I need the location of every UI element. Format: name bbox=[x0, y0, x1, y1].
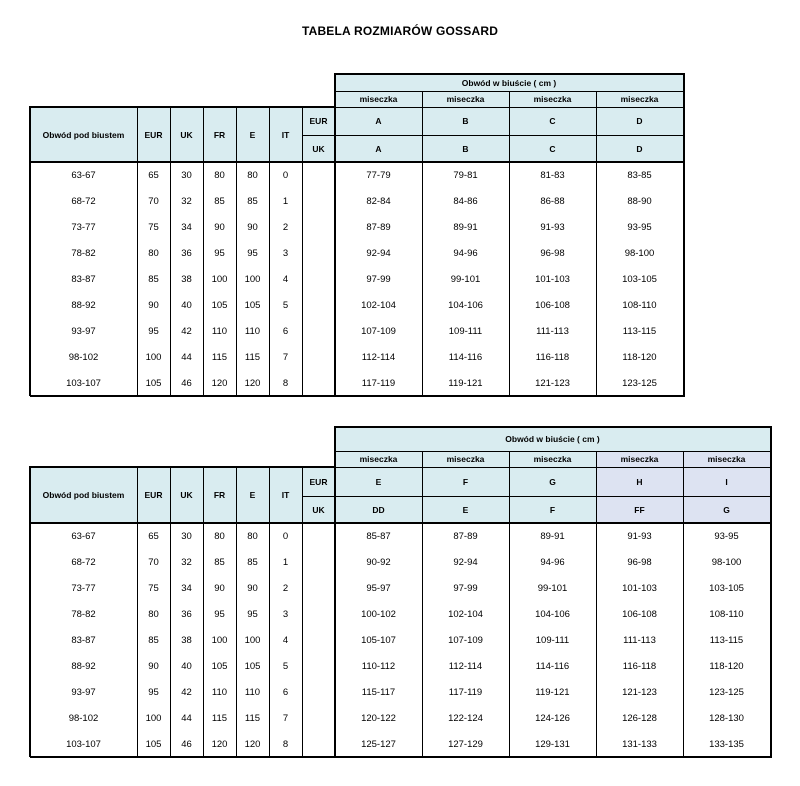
bust-value: 90-92 bbox=[366, 556, 391, 568]
bust-value: 95-97 bbox=[366, 582, 391, 594]
bust-value: 101-103 bbox=[535, 273, 570, 285]
uk-band-value: 46 bbox=[181, 738, 192, 750]
it-band-value: 2 bbox=[282, 221, 289, 233]
it-band-header: IT bbox=[269, 107, 302, 162]
bust-value: 105-107 bbox=[361, 634, 396, 646]
cup-size-eur: C bbox=[509, 107, 596, 135]
bust-value: 86-88 bbox=[540, 195, 565, 207]
bust-value: 79-81 bbox=[453, 169, 478, 181]
column-rule bbox=[302, 467, 303, 757]
cup-size-uk: DD bbox=[335, 496, 422, 523]
bust-value: 91-93 bbox=[627, 530, 652, 542]
uk-band-value: 40 bbox=[181, 299, 192, 311]
eur-band-value: 100 bbox=[145, 712, 162, 724]
bust-value: 113-115 bbox=[709, 634, 744, 646]
cup-size-uk: F bbox=[509, 496, 596, 523]
bust-value: 97-99 bbox=[453, 582, 478, 594]
eur-band-value: 65 bbox=[148, 530, 159, 542]
table-border bbox=[30, 756, 772, 758]
it-band-value: 3 bbox=[282, 247, 289, 259]
bust-value: 117-119 bbox=[361, 377, 396, 389]
table-border bbox=[335, 426, 772, 428]
table-border bbox=[334, 426, 336, 757]
fr-band-value: 80 bbox=[214, 169, 225, 181]
eur-band-value: 95 bbox=[148, 686, 159, 698]
fr-band-value: 115 bbox=[211, 712, 228, 724]
bust-value: 84-86 bbox=[453, 195, 478, 207]
cup-size-eur: I bbox=[683, 467, 770, 496]
e-band-value: 80 bbox=[247, 530, 258, 542]
it-band-value: 5 bbox=[282, 299, 289, 311]
column-rule bbox=[422, 91, 423, 396]
under-bust-value: 103-107 bbox=[66, 377, 101, 389]
column-rule bbox=[596, 451, 597, 757]
bust-value: 93-95 bbox=[627, 221, 652, 233]
it-band-value: 8 bbox=[282, 738, 289, 750]
bust-value: 108-110 bbox=[709, 608, 744, 620]
cup-header: miseczka bbox=[596, 451, 683, 467]
e-band-value: 120 bbox=[244, 377, 261, 389]
eur-band-value: 90 bbox=[148, 660, 159, 672]
e-band-value: 90 bbox=[247, 221, 258, 233]
cup-header: miseczka bbox=[509, 91, 596, 107]
eur-band-value: 80 bbox=[148, 608, 159, 620]
under-bust-value: 93-97 bbox=[71, 325, 96, 337]
it-band-value: 0 bbox=[282, 530, 289, 542]
eur-cup-label: EUR bbox=[302, 467, 335, 496]
bust-value: 126-128 bbox=[622, 712, 657, 724]
bust-value: 114-116 bbox=[535, 660, 570, 672]
e-band-value: 120 bbox=[244, 738, 261, 750]
column-rule bbox=[269, 467, 270, 757]
e-band-value: 95 bbox=[247, 247, 258, 259]
bust-value: 102-104 bbox=[361, 299, 396, 311]
uk-band-value: 46 bbox=[181, 377, 192, 389]
column-rule bbox=[683, 451, 684, 757]
bust-value: 112-114 bbox=[448, 660, 483, 672]
eur-band-value: 65 bbox=[148, 169, 159, 181]
cup-size-uk: C bbox=[509, 135, 596, 162]
bust-value: 117-119 bbox=[448, 686, 483, 698]
bust-value: 106-108 bbox=[535, 299, 570, 311]
column-rule bbox=[596, 91, 597, 396]
fr-band-value: 115 bbox=[211, 351, 228, 363]
fr-band-value: 110 bbox=[211, 325, 228, 337]
bust-value: 115-117 bbox=[361, 686, 396, 698]
uk-cup-label: UK bbox=[302, 135, 335, 162]
it-band-value: 3 bbox=[282, 608, 289, 620]
it-band-value: 1 bbox=[282, 556, 289, 568]
bust-value: 108-110 bbox=[622, 299, 657, 311]
under-bust-value: 103-107 bbox=[66, 738, 101, 750]
bust-value: 133-135 bbox=[709, 738, 744, 750]
column-rule bbox=[269, 107, 270, 396]
page-title: TABELA ROZMIARÓW GOSSARD bbox=[301, 24, 499, 38]
cup-header: miseczka bbox=[335, 91, 422, 107]
table-rule bbox=[302, 135, 683, 136]
bust-value: 119-121 bbox=[535, 686, 570, 698]
bust-value: 127-129 bbox=[448, 738, 483, 750]
e-band-value: 80 bbox=[247, 169, 258, 181]
table-border bbox=[30, 161, 685, 163]
bust-value: 116-118 bbox=[622, 660, 657, 672]
e-band-header: E bbox=[236, 467, 269, 523]
under-bust-value: 98-102 bbox=[68, 712, 99, 724]
bust-value: 103-105 bbox=[622, 273, 657, 285]
uk-band-value: 34 bbox=[181, 221, 192, 233]
uk-band-header: UK bbox=[170, 467, 203, 523]
bust-value: 89-91 bbox=[540, 530, 565, 542]
cup-size-uk: B bbox=[422, 135, 509, 162]
bust-value: 123-125 bbox=[622, 377, 657, 389]
it-band-value: 4 bbox=[282, 634, 289, 646]
cup-size-eur: E bbox=[335, 467, 422, 496]
e-band-value: 95 bbox=[247, 608, 258, 620]
cup-header: miseczka bbox=[335, 451, 422, 467]
uk-band-value: 30 bbox=[181, 530, 192, 542]
table-border bbox=[683, 73, 685, 396]
bust-value: 98-100 bbox=[711, 556, 742, 568]
eur-band-value: 75 bbox=[148, 582, 159, 594]
cup-size-eur: F bbox=[422, 467, 509, 496]
under-bust-value: 68-72 bbox=[71, 195, 96, 207]
fr-band-value: 105 bbox=[211, 660, 228, 672]
bust-value: 100-102 bbox=[361, 608, 396, 620]
column-rule bbox=[170, 467, 171, 757]
bust-value: 106-108 bbox=[622, 608, 657, 620]
it-band-value: 6 bbox=[282, 686, 289, 698]
bust-value: 91-93 bbox=[540, 221, 565, 233]
uk-band-value: 40 bbox=[181, 660, 192, 672]
column-rule bbox=[236, 467, 237, 757]
it-band-value: 1 bbox=[282, 195, 289, 207]
under-bust-value: 73-77 bbox=[71, 582, 96, 594]
bust-value: 119-121 bbox=[448, 377, 483, 389]
e-band-header: E bbox=[236, 107, 269, 162]
fr-band-value: 120 bbox=[211, 738, 228, 750]
uk-band-value: 32 bbox=[181, 556, 192, 568]
table-border bbox=[335, 73, 685, 75]
bust-value: 124-126 bbox=[535, 712, 570, 724]
it-band-value: 5 bbox=[282, 660, 289, 672]
bust-value: 122-124 bbox=[448, 712, 483, 724]
bust-circumference-header: Obwód w biuście ( cm ) bbox=[335, 427, 770, 451]
bust-value: 112-114 bbox=[361, 351, 396, 363]
e-band-value: 90 bbox=[247, 582, 258, 594]
cup-size-uk: G bbox=[683, 496, 770, 523]
it-band-value: 7 bbox=[282, 351, 289, 363]
e-band-value: 110 bbox=[244, 325, 261, 337]
bust-value: 128-130 bbox=[709, 712, 744, 724]
e-band-value: 115 bbox=[244, 351, 261, 363]
eur-band-header: EUR bbox=[137, 107, 170, 162]
table-border bbox=[30, 466, 335, 468]
cup-size-eur: H bbox=[596, 467, 683, 496]
bust-value: 85-87 bbox=[366, 530, 391, 542]
eur-band-header: EUR bbox=[137, 467, 170, 523]
uk-band-value: 42 bbox=[181, 686, 192, 698]
fr-band-value: 100 bbox=[211, 634, 228, 646]
eur-band-value: 70 bbox=[148, 556, 159, 568]
uk-band-value: 34 bbox=[181, 582, 192, 594]
column-rule bbox=[302, 107, 303, 396]
uk-band-value: 32 bbox=[181, 195, 192, 207]
e-band-value: 100 bbox=[244, 273, 261, 285]
bust-value: 94-96 bbox=[453, 247, 478, 259]
fr-band-value: 85 bbox=[214, 556, 225, 568]
under-bust-header: Obwód pod biustem bbox=[30, 107, 137, 162]
bust-value: 77-79 bbox=[366, 169, 391, 181]
uk-band-value: 36 bbox=[181, 608, 192, 620]
bust-value: 107-109 bbox=[448, 634, 483, 646]
uk-band-value: 42 bbox=[181, 325, 192, 337]
bust-value: 87-89 bbox=[453, 530, 478, 542]
table-border bbox=[29, 466, 31, 757]
bust-value: 110-112 bbox=[361, 660, 396, 672]
eur-band-value: 95 bbox=[148, 325, 159, 337]
column-rule bbox=[170, 107, 171, 396]
cup-header: miseczka bbox=[683, 451, 770, 467]
under-bust-value: 93-97 bbox=[71, 686, 96, 698]
bust-value: 101-103 bbox=[622, 582, 657, 594]
under-bust-value: 98-102 bbox=[68, 351, 99, 363]
under-bust-value: 88-92 bbox=[71, 660, 96, 672]
under-bust-header: Obwód pod biustem bbox=[30, 467, 137, 523]
fr-band-value: 80 bbox=[214, 530, 225, 542]
uk-band-value: 44 bbox=[181, 712, 192, 724]
bust-value: 98-100 bbox=[624, 247, 655, 259]
under-bust-value: 78-82 bbox=[71, 247, 96, 259]
column-rule bbox=[203, 107, 204, 396]
bust-value: 118-120 bbox=[622, 351, 657, 363]
column-rule bbox=[509, 451, 510, 757]
uk-band-value: 38 bbox=[181, 634, 192, 646]
it-band-value: 2 bbox=[282, 582, 289, 594]
bust-value: 113-115 bbox=[622, 325, 657, 337]
fr-band-value: 90 bbox=[214, 582, 225, 594]
bust-value: 123-125 bbox=[709, 686, 744, 698]
column-rule bbox=[236, 107, 237, 396]
eur-band-value: 105 bbox=[145, 377, 162, 389]
bust-value: 81-83 bbox=[540, 169, 565, 181]
under-bust-value: 63-67 bbox=[71, 169, 96, 181]
cup-size-uk: E bbox=[422, 496, 509, 523]
it-band-value: 8 bbox=[282, 377, 289, 389]
under-bust-value: 63-67 bbox=[71, 530, 96, 542]
uk-band-value: 38 bbox=[181, 273, 192, 285]
column-rule bbox=[422, 451, 423, 757]
eur-band-value: 105 bbox=[145, 738, 162, 750]
bust-value: 104-106 bbox=[535, 608, 570, 620]
eur-band-value: 75 bbox=[148, 221, 159, 233]
fr-band-value: 85 bbox=[214, 195, 225, 207]
under-bust-value: 83-87 bbox=[71, 273, 96, 285]
e-band-value: 105 bbox=[244, 299, 261, 311]
fr-band-header: FR bbox=[203, 107, 236, 162]
table-border bbox=[30, 106, 335, 108]
under-bust-value: 73-77 bbox=[71, 221, 96, 233]
eur-band-value: 70 bbox=[148, 195, 159, 207]
it-band-value: 0 bbox=[282, 169, 289, 181]
eur-band-value: 85 bbox=[148, 634, 159, 646]
bust-value: 109-111 bbox=[535, 634, 570, 646]
column-rule bbox=[137, 107, 138, 396]
under-bust-value: 83-87 bbox=[71, 634, 96, 646]
fr-band-header: FR bbox=[203, 467, 236, 523]
fr-band-value: 110 bbox=[211, 686, 228, 698]
bust-value: 96-98 bbox=[627, 556, 652, 568]
fr-band-value: 95 bbox=[214, 608, 225, 620]
bust-value: 89-91 bbox=[453, 221, 478, 233]
it-band-header: IT bbox=[269, 467, 302, 523]
cup-header: miseczka bbox=[509, 451, 596, 467]
table-rule bbox=[335, 467, 770, 468]
bust-value: 83-85 bbox=[627, 169, 652, 181]
uk-cup-label: UK bbox=[302, 496, 335, 523]
cup-header: miseczka bbox=[422, 451, 509, 467]
bust-value: 131-133 bbox=[622, 738, 657, 750]
it-band-value: 6 bbox=[282, 325, 289, 337]
cup-header: miseczka bbox=[596, 91, 683, 107]
eur-cup-label: EUR bbox=[302, 107, 335, 135]
bust-value: 97-99 bbox=[366, 273, 391, 285]
bust-value: 111-113 bbox=[536, 325, 569, 337]
bust-value: 116-118 bbox=[535, 351, 570, 363]
table-border bbox=[29, 106, 31, 396]
cup-size-uk: A bbox=[335, 135, 422, 162]
bust-value: 109-111 bbox=[448, 325, 483, 337]
cup-size-eur: B bbox=[422, 107, 509, 135]
uk-band-value: 30 bbox=[181, 169, 192, 181]
bust-value: 129-131 bbox=[535, 738, 570, 750]
eur-band-value: 100 bbox=[145, 351, 162, 363]
fr-band-value: 100 bbox=[211, 273, 228, 285]
bust-value: 118-120 bbox=[709, 660, 744, 672]
bust-value: 87-89 bbox=[366, 221, 391, 233]
table-rule bbox=[335, 451, 770, 452]
table-border bbox=[334, 73, 336, 396]
table-rule bbox=[302, 496, 770, 497]
under-bust-value: 68-72 bbox=[71, 556, 96, 568]
e-band-value: 115 bbox=[244, 712, 261, 724]
bust-value: 121-123 bbox=[535, 377, 570, 389]
bust-value: 93-95 bbox=[714, 530, 739, 542]
bust-value: 111-113 bbox=[623, 634, 656, 646]
bust-value: 92-94 bbox=[453, 556, 478, 568]
uk-band-header: UK bbox=[170, 107, 203, 162]
bust-value: 120-122 bbox=[361, 712, 396, 724]
fr-band-value: 95 bbox=[214, 247, 225, 259]
e-band-value: 105 bbox=[244, 660, 261, 672]
bust-circumference-header: Obwód w biuście ( cm ) bbox=[335, 74, 683, 91]
e-band-value: 85 bbox=[247, 556, 258, 568]
it-band-value: 7 bbox=[282, 712, 289, 724]
bust-value: 114-116 bbox=[448, 351, 483, 363]
bust-value: 92-94 bbox=[366, 247, 391, 259]
cup-header: miseczka bbox=[422, 91, 509, 107]
cup-size-eur: G bbox=[509, 467, 596, 496]
bust-value: 107-109 bbox=[361, 325, 396, 337]
fr-band-value: 90 bbox=[214, 221, 225, 233]
eur-band-value: 85 bbox=[148, 273, 159, 285]
eur-band-value: 80 bbox=[148, 247, 159, 259]
table-border bbox=[30, 395, 685, 397]
it-band-value: 4 bbox=[282, 273, 289, 285]
bust-value: 99-101 bbox=[537, 582, 568, 594]
table-border bbox=[30, 522, 772, 524]
column-rule bbox=[137, 467, 138, 757]
bust-value: 121-123 bbox=[622, 686, 657, 698]
fr-band-value: 105 bbox=[211, 299, 228, 311]
uk-band-value: 44 bbox=[181, 351, 192, 363]
bust-value: 102-104 bbox=[448, 608, 483, 620]
bust-value: 125-127 bbox=[361, 738, 396, 750]
uk-band-value: 36 bbox=[181, 247, 192, 259]
under-bust-value: 88-92 bbox=[71, 299, 96, 311]
e-band-value: 85 bbox=[247, 195, 258, 207]
e-band-value: 100 bbox=[244, 634, 261, 646]
table-border bbox=[770, 426, 772, 757]
e-band-value: 110 bbox=[244, 686, 261, 698]
bust-value: 96-98 bbox=[540, 247, 565, 259]
cup-size-eur: D bbox=[596, 107, 683, 135]
bust-value: 88-90 bbox=[627, 195, 652, 207]
column-rule bbox=[203, 467, 204, 757]
cup-size-uk: D bbox=[596, 135, 683, 162]
bust-value: 104-106 bbox=[448, 299, 483, 311]
bust-value: 94-96 bbox=[540, 556, 565, 568]
bust-value: 99-101 bbox=[450, 273, 481, 285]
bust-value: 103-105 bbox=[709, 582, 744, 594]
cup-size-eur: A bbox=[335, 107, 422, 135]
cup-size-uk: FF bbox=[596, 496, 683, 523]
eur-band-value: 90 bbox=[148, 299, 159, 311]
bust-value: 82-84 bbox=[366, 195, 391, 207]
column-rule bbox=[509, 91, 510, 396]
fr-band-value: 120 bbox=[211, 377, 228, 389]
under-bust-value: 78-82 bbox=[71, 608, 96, 620]
